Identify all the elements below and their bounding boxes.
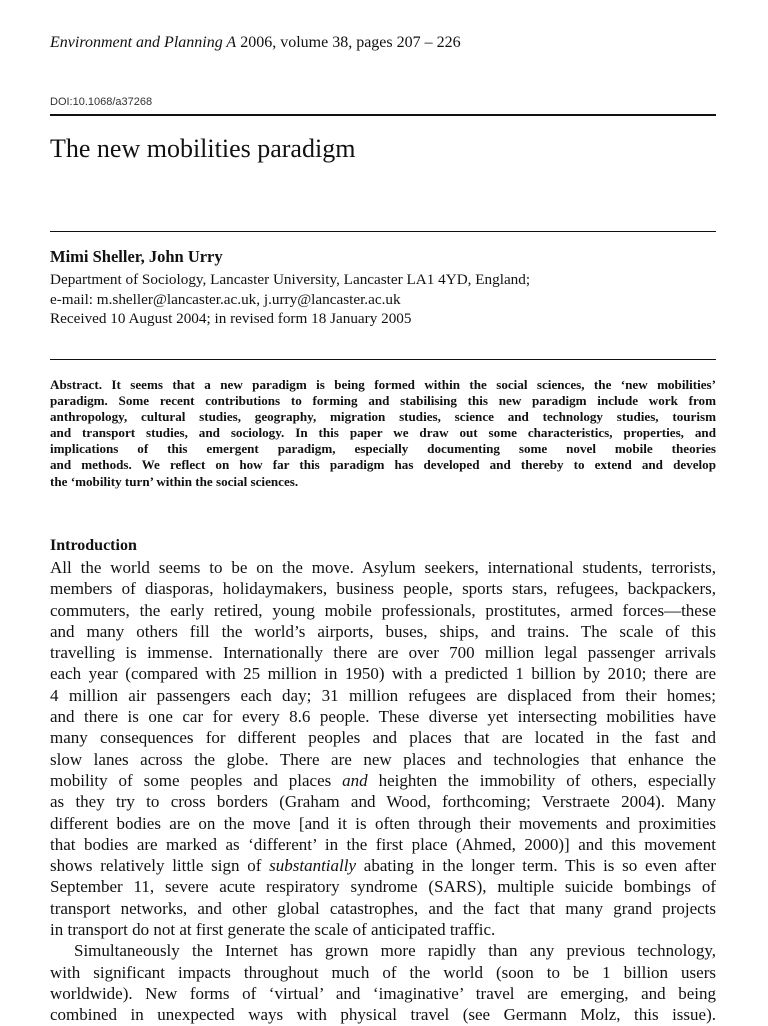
abstract [50,377,716,490]
section-heading: Introduction [50,537,137,554]
body-line: travelling is immense. Internationally there are over 700 million legal passenger arrivals [50,643,716,663]
body-line: with significant impacts throughout much of the world (soon to be 1 billion users [50,962,716,982]
journal-name: Environment and Planning A [50,34,237,51]
journal-details: 2006, volume 38, pages 207 – 226 [236,34,461,51]
body-line: All the world seems to be on the move. Asylum seekers, international students, terrorists, [50,558,716,577]
doi: DOI:10.1068/a37268 [50,96,153,108]
body-line: transport networks, and other global catastrophes, and the fact that many grand projects [50,898,716,918]
body-line: Simultaneously the Internet has grown more rapidly than any previous technology, [74,941,716,961]
authors: Mimi Sheller, John Urry [50,247,223,266]
emphasis: substantially [269,856,357,876]
abstract-line: and methods. We reflect on how far this paradigm has developed and thereby to extend and develop [50,457,716,473]
body-line: members of diasporas, holidaymakers, business people, sports stars, refugees, backpackers, [50,579,716,599]
body-line: worldwide). New forms of ‘virtual’ and ‘imaginative’ travel are emerging, and being [50,983,716,1003]
body-line: and many others fill the world’s airports, buses, ships, and trains. The scale of this [50,621,716,641]
body-text [50,557,716,1026]
header-rule [50,114,716,116]
email-line: e-mail: m.sheller@lancaster.ac.uk, j.urry@lancaster.ac.uk [50,290,401,308]
body-line: and there is one car for every 8.6 people. These diverse yet intersecting mobilities have [50,707,716,727]
abstract-line: the ‘mobility turn’ within the social sciences. [50,473,299,489]
emphasis: and [342,770,368,790]
body-line: many consequences for different peoples and places that are located in the fast and [50,728,716,748]
body-line: in transport do not at first generate the scale of anticipated traffic. [50,920,496,940]
affiliation-line: Department of Sociology, Lancaster University, Lancaster LA1 4YD, England; [50,271,531,288]
body-line: as they try to cross borders (Graham and Wood, forthcoming; Verstraete 2004). Many [50,792,716,812]
received-line: Received 10 August 2004; in revised form 18 January 2005 [50,310,412,327]
abstract-line: Abstract. It seems that a new paradigm is being formed within the social sciences, the ‘new mobilities’ [50,377,716,392]
body-line: each year (compared with 25 million in 1950) with a predicted 1 billion by 2010; there are [50,664,716,684]
abstract-line: paradigm. Some recent contributions to forming and stabilising this new paradigm include work from [50,393,716,409]
abstract-rule [50,359,716,360]
body-line: mobility of some peoples and places and heighten the immobility of others, especially [50,770,716,790]
abstract-line: anthropology, cultural studies, geography, migration studies, science and technology studies, tourism [50,409,716,425]
body-line: shows relatively little sign of substantially abating in the longer term. This is so even after [50,856,716,876]
body-line: combined in unexpected ways with physical travel (see Germann Molz, this issue). [50,1005,716,1025]
title-rule [50,231,716,232]
body-line: 4 million air passengers each day; 31 million refugees are displaced from their homes; [50,685,716,705]
abstract-line: and transport studies, and sociology. In this paper we draw out some characteristics, properties, and [50,425,716,441]
abstract-line: implications of this emergent paradigm, especially documenting some novel mobile theories [50,441,716,457]
affiliation-block [50,270,530,329]
body-line: September 11, severe acute respiratory syndrome (SARS), multiple suicide bombings of [50,877,716,897]
body-line: commuters, the early retired, young mobile professionals, prostitutes, armed forces—these [50,600,716,620]
journal-citation [50,34,461,52]
body-line: that bodies are marked as ‘different’ in the first place (Ahmed, 2000)] and this movement [50,834,716,854]
article-title: The new mobilities paradigm [50,134,356,163]
abstract-label: Abstract. [50,377,102,392]
body-line: different bodies are on the move [and it is often through their movements and proximities [50,813,716,833]
body-line: slow lanes across the globe. There are new places and technologies that enhance the [50,749,716,769]
